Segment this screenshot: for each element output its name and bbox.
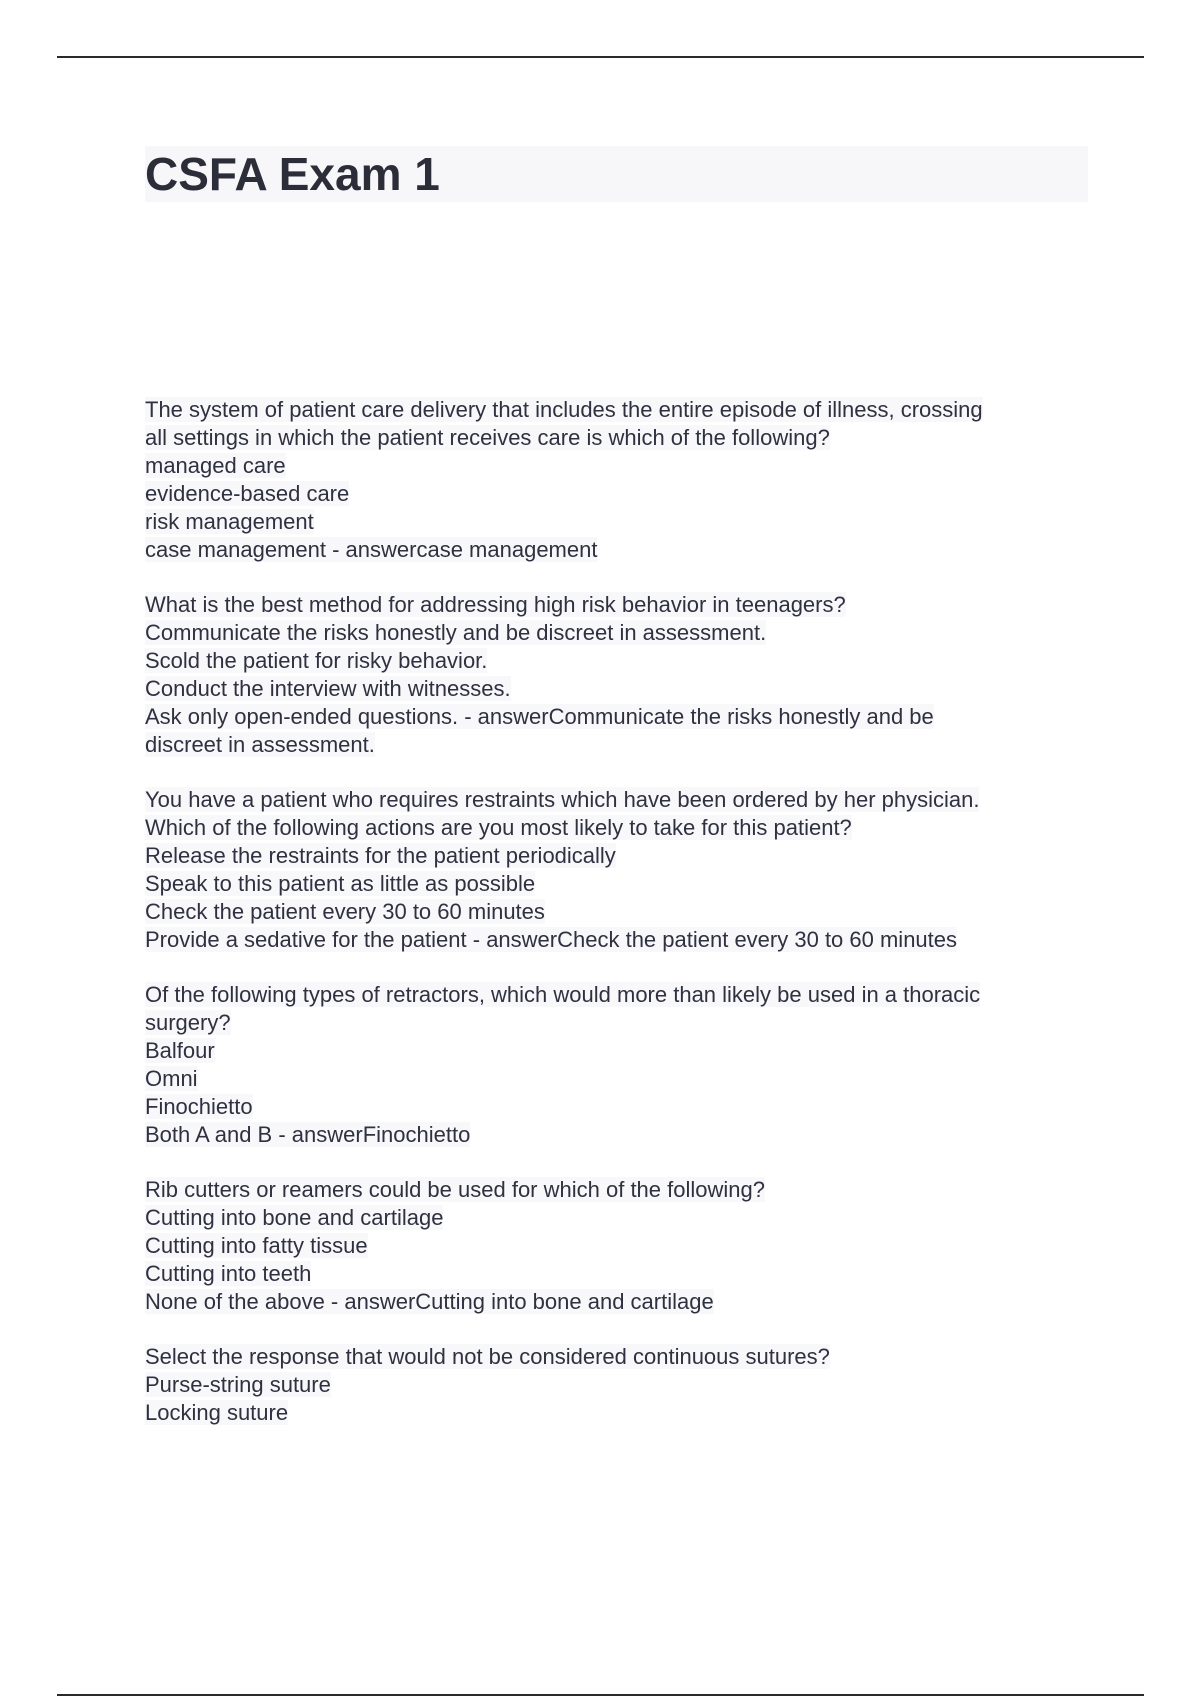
answer-option: Locking suture xyxy=(145,1400,289,1425)
question-text: What is the best method for addressing high risk behavior in teenagers? xyxy=(145,592,846,617)
answer-option: Release the restraints for the patient periodically xyxy=(145,843,616,868)
question-list xyxy=(145,396,1105,1454)
question-block xyxy=(145,396,1105,564)
question-text: Rib cutters or reamers could be used for which of the following? xyxy=(145,1177,765,1202)
document-title: CSFA Exam 1 xyxy=(145,146,1088,202)
answer-option: Scold the patient for risky behavior. xyxy=(145,648,488,673)
answer-option: Provide a sedative for the patient - answerCheck the patient every 30 to 60 minutes xyxy=(145,927,958,952)
answer-option: None of the above - answerCutting into bone and cartilage xyxy=(145,1289,714,1314)
answer-option: Ask only open-ended questions. - answerCommunicate the risks honestly and be xyxy=(145,704,934,729)
question-block xyxy=(145,591,1105,759)
answer-option: risk management xyxy=(145,509,314,534)
question-text: surgery? xyxy=(145,1010,231,1035)
answer-option: Omni xyxy=(145,1066,198,1091)
answer-option: Cutting into bone and cartilage xyxy=(145,1205,444,1230)
question-text: You have a patient who requires restraints which have been ordered by her physician. xyxy=(145,787,980,812)
answer-option: Speak to this patient as little as possible xyxy=(145,871,536,896)
answer-option: case management - answercase management xyxy=(145,537,598,562)
answer-option: Conduct the interview with witnesses. xyxy=(145,676,511,701)
question-text: The system of patient care delivery that includes the entire episode of illness, crossing xyxy=(145,397,983,422)
answer-option: Purse-string suture xyxy=(145,1372,331,1397)
question-block xyxy=(145,786,1105,954)
top-rule xyxy=(57,56,1144,58)
answer-option: Communicate the risks honestly and be discreet in assessment. xyxy=(145,620,767,645)
question-text: all settings in which the patient receives care is which of the following? xyxy=(145,425,830,450)
answer-option: Both A and B - answerFinochietto xyxy=(145,1122,471,1147)
answer-option: discreet in assessment. xyxy=(145,732,375,757)
answer-option: Check the patient every 30 to 60 minutes xyxy=(145,899,545,924)
question-block xyxy=(145,981,1105,1149)
answer-option: Finochietto xyxy=(145,1094,253,1119)
question-block xyxy=(145,1343,1105,1427)
answer-option: managed care xyxy=(145,453,286,478)
answer-option: Cutting into teeth xyxy=(145,1261,312,1286)
question-text: Select the response that would not be considered continuous sutures? xyxy=(145,1344,830,1369)
answer-option: Balfour xyxy=(145,1038,215,1063)
answer-option: evidence-based care xyxy=(145,481,350,506)
question-block xyxy=(145,1176,1105,1316)
question-text: Which of the following actions are you most likely to take for this patient? xyxy=(145,815,852,840)
bottom-rule xyxy=(57,1694,1144,1696)
question-text: Of the following types of retractors, which would more than likely be used in a thoracic xyxy=(145,982,981,1007)
answer-option: Cutting into fatty tissue xyxy=(145,1233,368,1258)
